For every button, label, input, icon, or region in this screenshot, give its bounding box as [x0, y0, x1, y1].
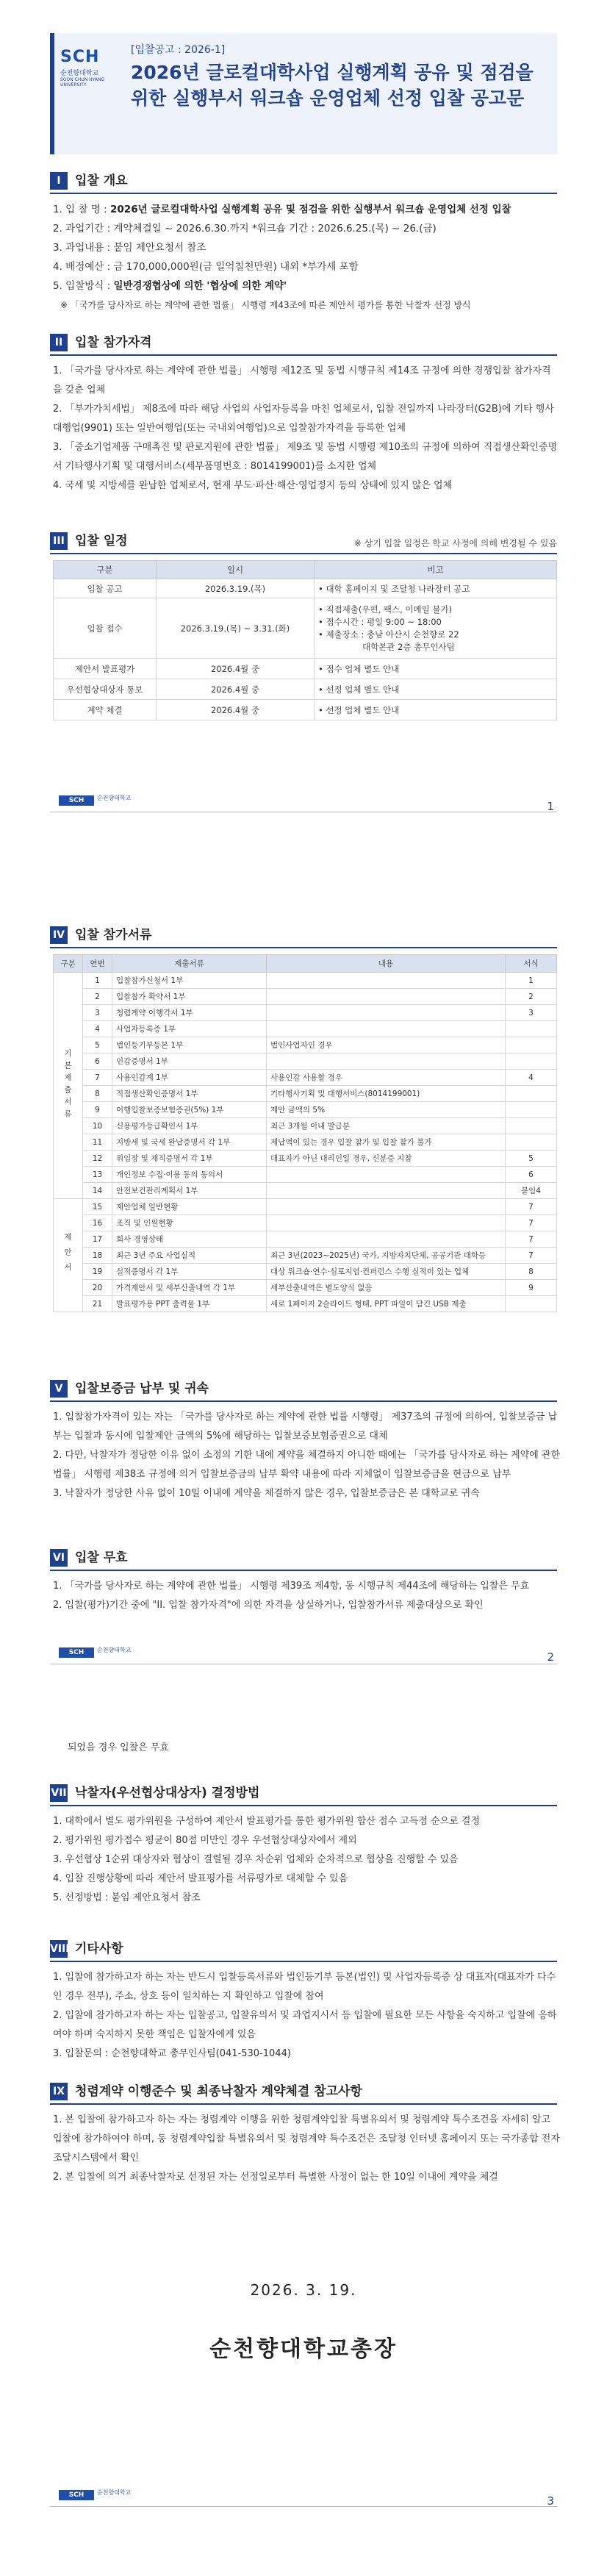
group-basic-documents: 기본제출서류: [54, 973, 83, 1199]
footer-university-name: 순천향대학교: [97, 795, 132, 801]
bond-list: [53, 1408, 560, 1503]
schedule-note: ※ 상기 입찰 일정은 학교 사정에 의해 변경될 수 있음: [353, 538, 557, 548]
page-number: 2: [547, 1650, 554, 1664]
schedule-row: [54, 598, 557, 659]
misc-item: 2. 입찰에 참가하고자 하는 자는 입찰공고, 입찰유의서 및 과업지시서 등 입찰에 필요한 모든 사항을 숙지하고 입찰에 응하여야 하며 숙지하지 못한 책임은 입찰자에게 있음: [53, 2010, 557, 2040]
section-divider: [50, 193, 557, 194]
integrity-list: [53, 2111, 560, 2187]
document-row: 10 신용평가등급확인서 1부 최근 3개월 이내 발급분: [54, 1118, 557, 1134]
schedule-table: [53, 560, 557, 720]
section-number: IV: [50, 926, 68, 944]
document-row: 4 사업자등록증 1부: [54, 1021, 557, 1037]
misc-list: [53, 1968, 560, 2064]
section-number: VI: [50, 1549, 68, 1567]
column-header: 일시: [157, 561, 315, 579]
page-footer: [50, 1645, 557, 1664]
section-bond: [50, 1378, 557, 1400]
document-row: 2 입찰참가 확약서 1부 2: [54, 989, 557, 1005]
page-number: 3: [547, 2494, 554, 2508]
overview-note: ※ 「국가를 당사자로 하는 계약에 관한 법률」 시행령 제43조에 따른 제안서 평가를 통한 낙찰자 선정 방식: [60, 300, 471, 310]
schedule-type: 계약 체결: [54, 700, 157, 720]
integrity-item: 2. 본 입찰에 의거 최종낙찰자로 선정된 자는 선정일로부터 특별한 사정이 없는 한 10일 이내에 계약을 체결: [53, 2172, 498, 2183]
section-number: III: [50, 532, 68, 550]
page-2: [0, 901, 607, 1717]
schedule-row: [54, 700, 557, 720]
document-row: 제안서 15 제안업체 일반현황 7: [54, 1199, 557, 1215]
section-divider: [50, 1570, 557, 1571]
section-title: 청렴계약 이행준수 및 최종낙찰자 계약체결 참고사항: [75, 2084, 362, 2099]
document-row: 5 법인등기부등본 1부 법인사업자인 경우: [54, 1037, 557, 1053]
qualification-list: [53, 362, 560, 495]
footer-logo: SCH: [59, 1647, 94, 1658]
section-number: I: [50, 172, 68, 190]
column-header: 비고: [315, 561, 557, 579]
overview-item: 1. 입 찰 명 : 2026년 글로컬대학사업 실행계획 공유 및 점검을 위한 실행부서 워크숍 운영업체 선정 입찰: [53, 204, 511, 215]
section-title: 입찰 무효: [75, 1550, 128, 1565]
section-number: VII: [50, 1784, 68, 1802]
document-row: 19 실적증명서 각 1부 대상 워크숍·연수·심포지엄·컨퍼런스 수행 실적이 있는 업체 8: [54, 1264, 557, 1280]
document-row: 기본제출서류 1 입찰참가신청서 1부 1: [54, 973, 557, 989]
qualification-item: 3. 「중소기업제품 구매촉진 및 판로지원에 관한 법률」 제9조 및 동법 시행령 제10조의 규정에 의하여 직접생산확인증명서 기타행사기획 및 대행서비스(세부품명번호 : 8014199001)를 소지한 업체: [53, 442, 558, 472]
university-logo: [60, 48, 122, 87]
award-item: 3. 우선협상 1순위 대상자와 협상이 결렬될 경우 차순위 업체와 순차적으로 협상을 진행할 수 있음: [53, 1854, 459, 1865]
document-row: 8 직접생산확인증명서 1부 기타행사기획 및 대행서비스(8014199001): [54, 1086, 557, 1102]
section-overview: [50, 171, 557, 193]
document-row: 7 사용인감계 1부 사용인감 사용할 경우 4: [54, 1070, 557, 1086]
overview-item: 2. 과업기간 : 계약체결일 ~ 2026.6.30.까지 *워크숍 기간 : 2026.6.25.(목) ~ 26.(금): [53, 223, 437, 235]
document-row: 13 개인정보 수집·이용 동의 동의서 6: [54, 1167, 557, 1183]
schedule-type: 입찰 접수: [54, 598, 157, 659]
notice-number: [입찰공고 : 2026-1]: [131, 44, 226, 56]
schedule-row: [54, 659, 557, 679]
column-header: 연번: [83, 955, 112, 973]
qualification-item: 4. 국세 및 지방세를 완납한 업체로서, 현재 부도·파산·해산·영업정지 등의 상태에 있지 않은 업체: [53, 480, 453, 491]
bond-item: 3. 낙찰자가 정당한 사유 없이 10일 이내에 계약을 체결하지 않은 경우, 입찰보증금은 본 대학교로 귀속: [53, 1488, 480, 1499]
bond-item: 2. 다만, 낙찰자가 정당한 이유 없이 소정의 기한 내에 계약을 체결하지 아니한 때에는 「국가를 당사자로 하는 계약에 관한 법률」 시행령 제38조 규정에 의거 입찰보증금의 납부 확약 내용에 따라 지체없이 입찰보증금을 현금으로 납부: [53, 1450, 561, 1480]
page-number: 1: [547, 800, 554, 813]
section-misc: [50, 1939, 557, 1961]
document-row: 16 조직 및 인원현황 7: [54, 1215, 557, 1231]
section-documents: [50, 925, 557, 947]
schedule-type: 제안서 발표평가: [54, 659, 157, 679]
integrity-item: 1. 본 입찰에 참가하고자 하는 자는 청렴계약 이행을 위한 청렴계약입찰 특별유의서 및 청렴계약 특수조건을 자세히 알고 입찰에 참가하여야 하며, 동 청렴계약입찰 특별유의서 및 청렴계약 특수조건은 조달청 인터넷 홈페이지 또는 국가종합 전자조달시스템에서 확인: [53, 2114, 560, 2164]
column-header: 제출서류: [112, 955, 267, 973]
schedule-note-cell: • 선정 업체 별도 안내: [315, 679, 557, 700]
section-divider: [50, 354, 557, 356]
section-divider: [50, 947, 557, 948]
schedule-header-row: [54, 561, 557, 579]
section-title: 낙찰자(우선협상대상자) 결정방법: [75, 1786, 260, 1800]
document-row: 11 지방세 및 국세 완납증명서 각 1부 제납액이 있는 경우 입찰 참가 및 입찰 참가 불가: [54, 1134, 557, 1151]
document-row: 12 위임장 및 재직증명서 각 1부 대표자가 아닌 대리인일 경우, 신분증 지참 5: [54, 1151, 557, 1167]
section-divider: [50, 1400, 557, 1402]
logo-mark: SCH: [60, 48, 100, 66]
page-footer: [50, 2487, 557, 2507]
footer-logo: SCH: [59, 795, 94, 806]
schedule-note-cell: • 대학 홈페이지 및 조달청 나라장터 공고: [315, 579, 557, 598]
document-row: 21 발표평가용 PPT 출력물 1부 세로 1페이지 2슬라이드 형태, PPT 파일이 담긴 USB 제출: [54, 1296, 557, 1312]
award-item: 1. 대학에서 별도 평가위원을 구성하여 제안서 발표평가를 통한 평가위원 합산 점수 고득점 순으로 결정: [53, 1816, 481, 1827]
schedule-note-cell: • 선정 업체 별도 안내: [315, 700, 557, 720]
schedule-type: 우선협상대상자 통보: [54, 679, 157, 700]
continued-text: 되었을 경우 입찰은 무효: [68, 1742, 169, 1753]
section-title: 입찰 개요: [75, 173, 128, 188]
column-header: 구분: [54, 561, 157, 579]
schedule-date: 2026.4월 중: [157, 700, 315, 720]
schedule-note-cell: • 직접제출(우편, 팩스, 이메일 불가) • 접수시간 : 평일 9:00 ~ 18:00 • 제출장소 : 충남 아산시 순천향로 22 대학본관 2층 총무인사팀: [315, 598, 557, 659]
section-integrity: [50, 2081, 557, 2103]
header-accent-bar: [50, 33, 54, 154]
section-number: VIII: [50, 1940, 68, 1958]
bond-item: 1. 입찰참가자격이 있는 자는 「국가를 당사자로 하는 계약에 관한 법률 시행령」 제37조의 규정에 의하여, 입찰보증금 납부는 입찰과 동시에 입찰제안 금액의 5%에 해당하는 입찰보증보험증권으로 대체: [53, 1412, 558, 1442]
section-divider: [50, 2103, 557, 2105]
invalid-list: [53, 1577, 560, 1615]
section-title: 입찰 일정: [75, 534, 128, 548]
overview-item: 5. 입찰방식 : 일반경쟁협상에 의한 '협상에 의한 계약': [53, 280, 287, 292]
qualification-item: 1. 「국가를 당사자로 하는 계약에 관한 법률」 시행령 제12조 및 동법 시행규칙 제14조 규정에 의한 경쟁입찰 참가자격을 갖춘 업체: [53, 365, 551, 396]
documents-table: [53, 954, 557, 1312]
overview-list: [53, 200, 560, 315]
invalid-item: 2. 입찰(평가)기간 중에 "II. 입찰 참가자격"에 의한 자격을 상실하거나, 입찰참가서류 제출대상으로 확인: [53, 1600, 484, 1611]
section-title: 입찰보증금 납부 및 귀속: [75, 1381, 209, 1396]
invalid-item: 1. 「국가를 당사자로 하는 계약에 관한 법률」 시행령 제39조 제4항, 동 시행규칙 제44조에 해당하는 입찰은 무효: [53, 1581, 530, 1592]
document-row: 14 안전보건관리계획서 1부 붙임4: [54, 1183, 557, 1199]
announcement-date: 2026. 3. 19.: [250, 2281, 357, 2299]
section-number: V: [50, 1380, 68, 1398]
overview-item: 3. 과업내용 : 붙임 제안요청서 참조: [53, 242, 206, 254]
footer-logo: SCH: [59, 2490, 94, 2500]
column-header: 구분: [54, 955, 83, 973]
section-award: [50, 1783, 557, 1805]
schedule-type: 입찰 공고: [54, 579, 157, 598]
footer-university-name: 순천향대학교: [97, 1647, 132, 1653]
qualification-item: 2. 「부가가치세법」 제8조에 따라 해당 사업의 사업자등록을 마친 업체로서, 입찰 전일까지 나라장터(G2B)에 기타 행사대행업(9901) 또는 일반여행업(또는 국내외여행업)으로 입찰참가자격을 등록한 업체: [53, 404, 554, 434]
group-proposal-documents: 제안서: [54, 1199, 83, 1312]
section-divider: [50, 553, 557, 554]
misc-item: 1. 입찰에 참가하고자 하는 자는 반드시 입찰등록서류와 법인등기부 등본(법인) 및 사업자등록증 상 대표자(대표자가 다수인 경우 전부), 주소, 상호 등이 일치하는 지 확인하고 입찰에 참여: [53, 1972, 556, 2002]
schedule-date: 2026.4월 중: [157, 679, 315, 700]
section-number: II: [50, 334, 68, 351]
award-list: [53, 1812, 560, 1908]
schedule-row: [54, 579, 557, 598]
document-row: 6 인감증명서 1부: [54, 1053, 557, 1070]
schedule-date: 2026.4월 중: [157, 659, 315, 679]
schedule-date: 2026.3.19.(목) ~ 3.31.(화): [157, 598, 315, 659]
document-row: 9 이행입찰보증보험증권(5%) 1부 제안 금액의 5%: [54, 1102, 557, 1118]
schedule-date: 2026.3.19.(목): [157, 579, 315, 598]
logo-name-en: SOON CHUN HYANG UNIVERSITY: [60, 77, 105, 87]
section-title: 기타사항: [75, 1942, 123, 1956]
section-divider: [50, 1805, 557, 1806]
document-row: 3 청렴계약 이행각서 1부 3: [54, 1005, 557, 1021]
section-number: IX: [50, 2083, 68, 2100]
page-1: [0, 0, 607, 845]
page-3: [0, 1724, 607, 2576]
section-invalid: [50, 1548, 557, 1570]
overview-item: 4. 배정예산 : 금 170,000,000원(금 일억칠천만원) 내외 *부가세 포함: [53, 261, 359, 273]
document-row: 20 가격제안서 및 세부산출내역 각 1부 세부산출내역은 별도양식 없음 9: [54, 1280, 557, 1296]
misc-item: 3. 입찰문의 : 순천향대학교 총무인사팀(041-530-1044): [53, 2048, 291, 2059]
notice-header: [50, 33, 557, 154]
section-title: 입찰 참가자격: [75, 335, 152, 350]
award-item: 4. 입찰 진행상황에 따라 제안서 발표평가를 서류평가로 대체할 수 있음: [53, 1873, 348, 1884]
column-header: 내용: [267, 955, 506, 973]
logo-name-ko: 순천향대학교: [60, 70, 99, 77]
document-row: 18 최근 3년 주요 사업실적 최근 3년(2023~2025년) 국가, 지방자치단체, 공공기관 대학등 7: [54, 1248, 557, 1264]
page-footer: [50, 793, 557, 812]
column-header: 서식: [506, 955, 557, 973]
award-item: 2. 평가위원 평가점수 평균이 80점 미만인 경우 우선협상대상자에서 제외: [53, 1835, 357, 1846]
notice-title: 2026년 글로컬대학사업 실행계획 공유 및 점검을 위한 실행부서 워크숍 운영업체 선정 입찰 공고문: [131, 62, 534, 109]
section-title: 입찰 참가서류: [75, 928, 152, 942]
document-row: 17 회사 경영상태 7: [54, 1231, 557, 1248]
footer-university-name: 순천향대학교: [97, 2489, 132, 2496]
documents-header-row: [54, 955, 557, 973]
award-item: 5. 선정방법 : 붙임 제안요청서 참조: [53, 1892, 201, 1903]
section-divider: [50, 1961, 557, 1962]
issuer-signature: 순천향대학교총장: [209, 2336, 398, 2362]
section-qualifications: [50, 332, 557, 354]
schedule-note-cell: • 접수 업체 별도 안내: [315, 659, 557, 679]
schedule-row: [54, 679, 557, 700]
